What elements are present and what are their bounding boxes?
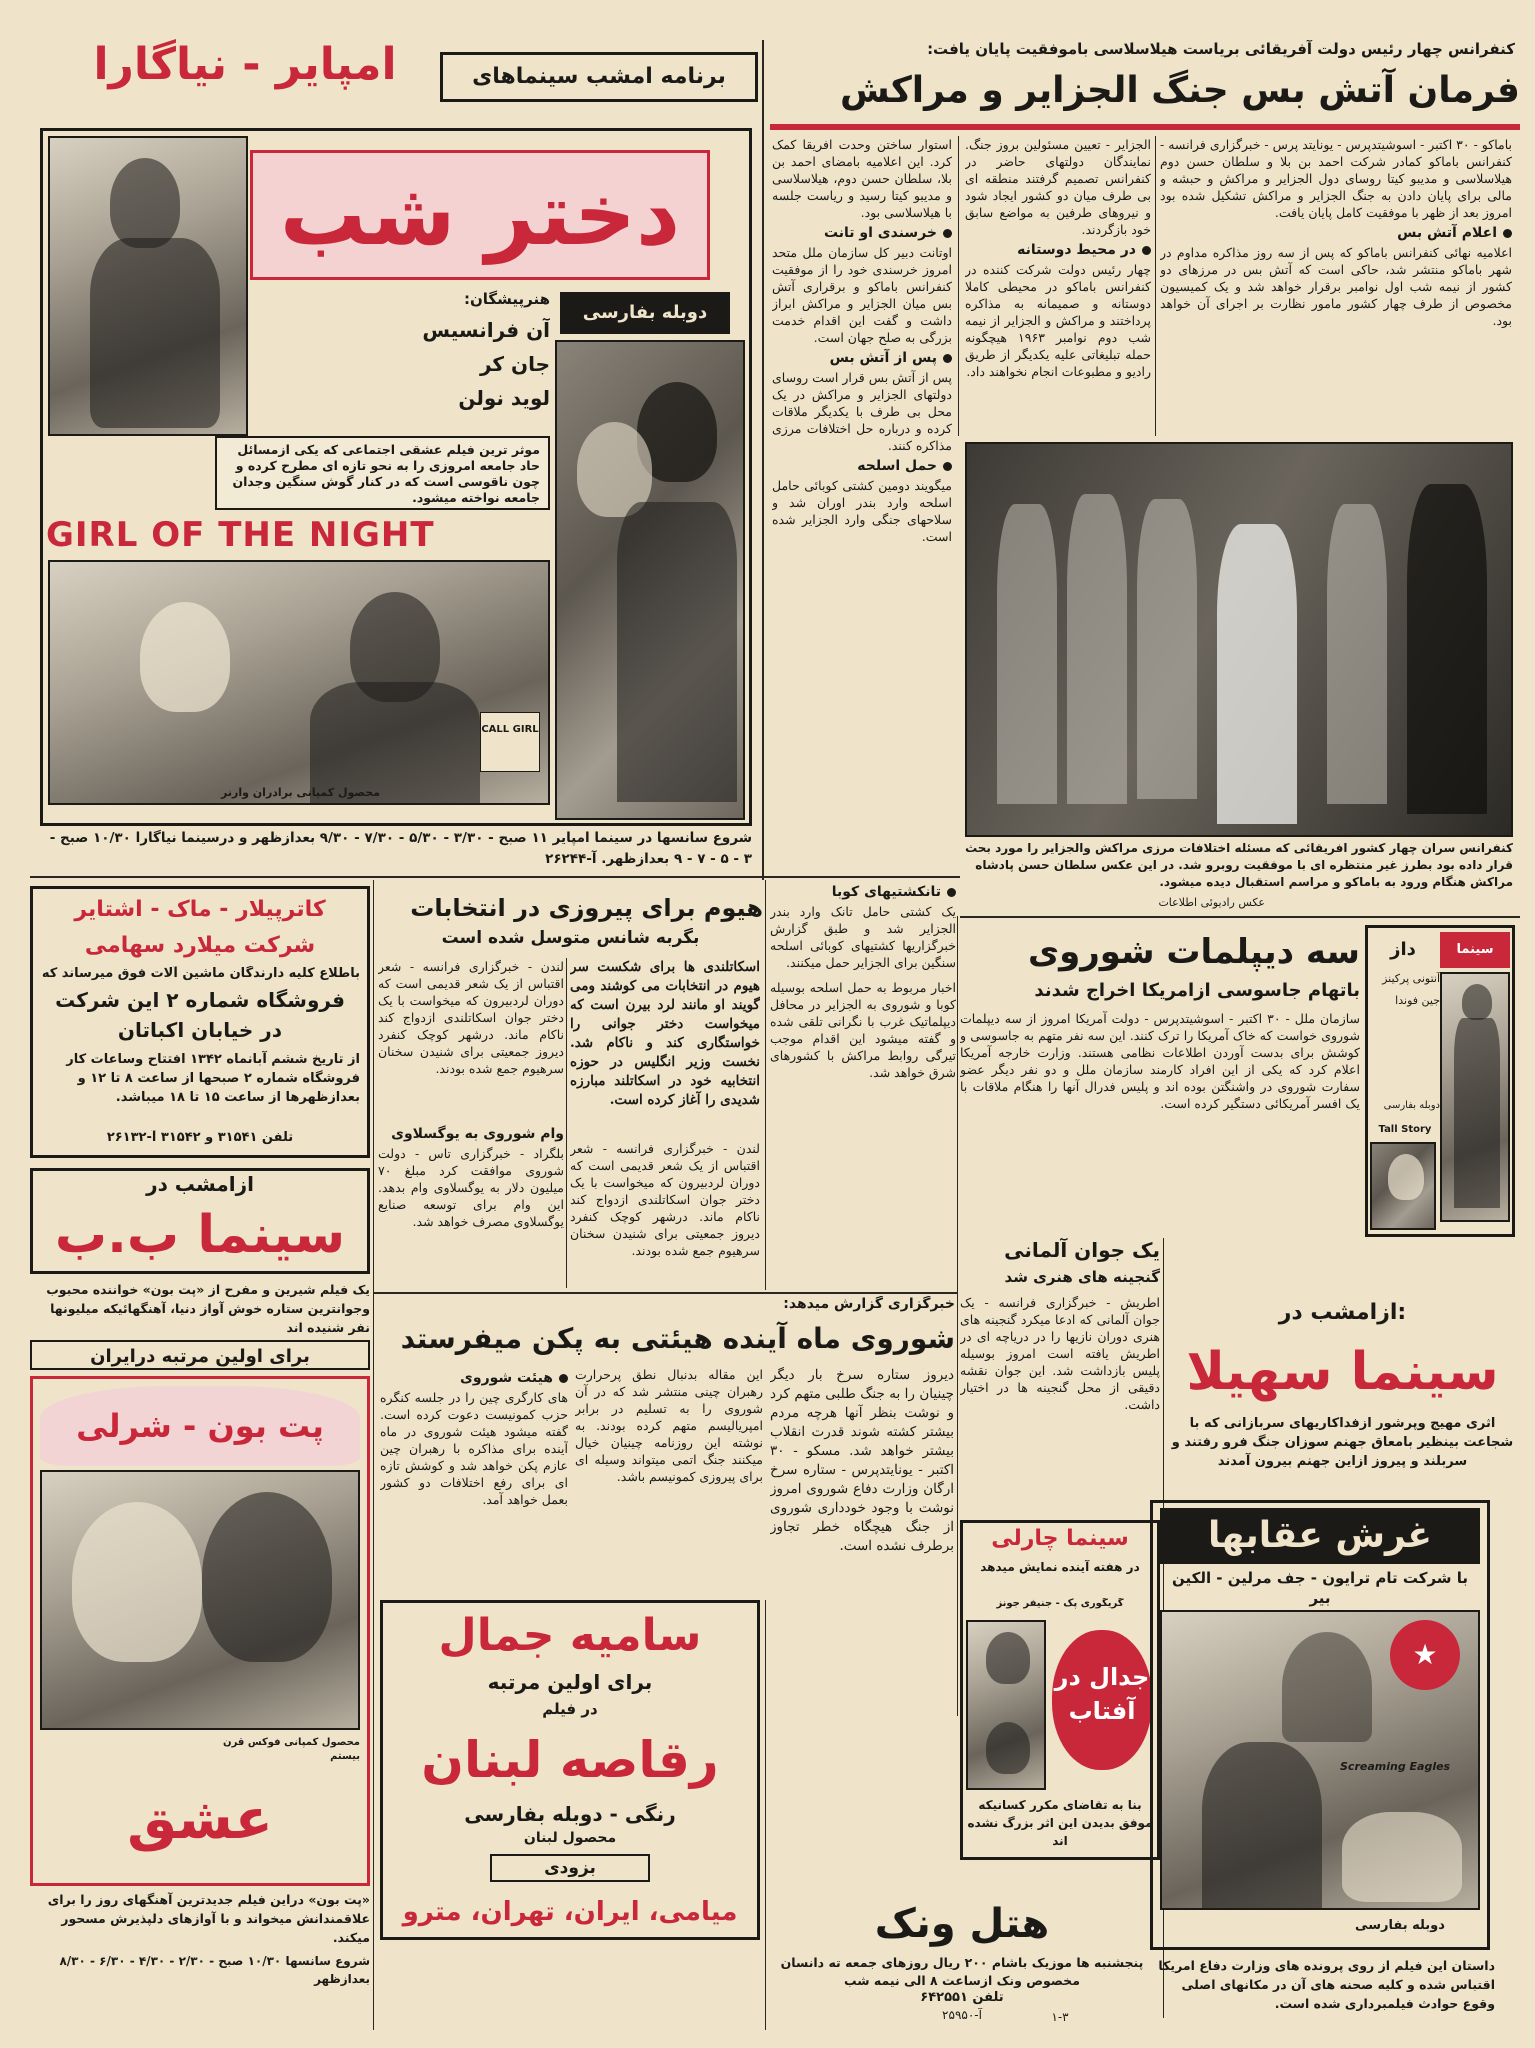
dubbed-label: دوبله بفارسی xyxy=(560,292,730,334)
charlie-film-title: جدال در آفتاب xyxy=(1054,1663,1150,1725)
col3-sub3-text: میگویند دومین کشتی کوبائی حامل اسلحه وارد بندر اوران شد و سلاحهای جنگی وارد الجزایر شده است. xyxy=(772,478,952,544)
cast-1: آن فرانسیس xyxy=(422,318,550,342)
col-rule-hotel xyxy=(765,1600,766,2030)
eagles-title-en: Screaming Eagles xyxy=(1340,1760,1451,1773)
subhead-ceasefire-text: اعلامیه نهائی کنفرانس باماکو که پس از سه روز مذاکره مداوم در شهر باماکو منتشر شد، حاکی است که آتش بس در مرزهای دو کشور از نیمه شب اول نوامبر برقرار خواهد شد و یک کمیسیون مخصوص از طرف چهار کشور مامور نظارت بر اجرای آن خواهد بود. xyxy=(1160,245,1512,328)
home-election-col1: اسکاتلندی ها برای شکست سر هیوم در انتخابات می کوشند ومی گویند او مانند لرد بیرن است که میخواست دختر جوانی را خواستگاری کند و ناکام شد. نخست وزیر انگلیس در حوزه انتخابیه خود در اسکاتلند مبارزه شدیدی را آغاز کرده است. xyxy=(570,959,760,1108)
cinema-bb-tonight: ازامشب در xyxy=(146,1172,254,1196)
main-article-col1 xyxy=(1160,136,1512,436)
subhead-arms: حمل اسلحه xyxy=(772,458,952,475)
yugoslav-title: وام شوروی به یوگسلاوی xyxy=(391,1126,564,1142)
cuba-text1: یک کشتی حامل تانک وارد بندر الجزایر شد و طبق گزارش خبرگزاریها کشتیهای کوبائی اسلحه سنگین برای الجزایر حمل میکنند. xyxy=(770,904,956,970)
spring-love-film: عشق xyxy=(127,1787,273,1852)
cinema-tehran-dubbed: دوبله بفارسی xyxy=(1383,1100,1440,1111)
samia-gamal-cinemas: میامی، ایران، تهران، مترو xyxy=(402,1897,738,1927)
samia-gamal-film: رقاصه لبنان xyxy=(421,1731,719,1789)
main-kicker: کنفرانس چهار رئیس دولت آفریقائی بریاست هیلاسلاسی باموفقیت پایان یافت: xyxy=(927,40,1515,58)
spring-love-producer: محصول کمپانی فوکس قرن بیستم xyxy=(223,1737,360,1762)
charlie-cinema-name: سینما چارلی xyxy=(991,1526,1129,1551)
duel-in-sun-badge xyxy=(1052,1630,1152,1770)
call-girl-poster: CALL GIRL xyxy=(480,712,540,772)
cinema-bb-name: سینما ب.ب xyxy=(54,1205,346,1265)
column-rule-article-2 xyxy=(1155,136,1156,436)
eagles-dubbed: دوبله بفارسی xyxy=(1355,1918,1445,1933)
top-section-rule xyxy=(30,876,960,878)
right-section-rule xyxy=(960,916,1520,918)
movie-title-fa: دختر شب xyxy=(250,150,710,280)
subhead-soviet-delegation: هیئت شوروی xyxy=(380,1370,568,1387)
program-title-box: برنامه امشب سینماهای xyxy=(440,52,758,102)
diplomats-subtitle: باتهام جاسوسی ازامریکا اخراج شدند xyxy=(1034,980,1360,1001)
cinema-tehran-title-en: Tall Story xyxy=(1378,1124,1432,1135)
headline-underline xyxy=(770,124,1520,130)
producer-credit: محصول کمپانی برادران وارنر xyxy=(221,786,380,799)
main-article-col2 xyxy=(965,136,1151,436)
hotel-vanak-phone: تلفن ۶۴۲۵۵۱ xyxy=(920,1990,1004,2005)
eagles-footer: داستان این فیلم از روی پرونده های وزارت دفاع امریکا اقتباس شده و کلیه صحنه های آن در مکانهای اصلی وقوع حوادث فیلمبرداری شده است. xyxy=(1158,1958,1495,2011)
yugoslav-text: بلگراد - خبرگزاری تاس - دولت شوروی موافقت کرد مبلغ ۷۰ میلیون دلار به یوگسلاوی وام بدهد. این وام برای توسعه صنایع یوگسلاوی مصرف خواهد شد. xyxy=(378,1146,564,1229)
col-rule-mid xyxy=(765,880,766,1290)
samia-gamal-producer: محصول لبنان xyxy=(523,1830,617,1846)
soviet-peking-kicker: خبرگزاری گزارش میدهد: xyxy=(783,1296,955,1312)
subhead-ceasefire: اعلام آتش بس xyxy=(1160,225,1512,242)
soviet-delegation-text: های کارگری چین را در جلسه کنگره حزب کمونیست دعوت کرده است. گفته میشود هیئت شوروی در ماه آینده برای مذاکره با رهبران چین عازم پکن خواهد شد و کوشش تازه ای برای رفع اختلافات دو کشور بعمل خواهد آمد. xyxy=(380,1390,568,1507)
cinema-bb-text: یک فیلم شیرین و مفرح از «پت بون» خواننده محبوب وجوانترین ستاره خوش آواز دنیا، آهنگهائیکه میلیونها نفر شنیده اند xyxy=(46,1282,370,1335)
samia-gamal-first-time: برای اولین مرتبه xyxy=(487,1670,653,1694)
cinema-names-header: امپایر - نیاگارا xyxy=(93,39,397,90)
caterpillar-store: فروشگاه شماره ۲ این شرکت xyxy=(55,988,345,1012)
yugoslav-article xyxy=(378,1122,564,1292)
eagles-roar-title: غرش عقابها xyxy=(1160,1508,1480,1564)
main-article-lead: باماکو - ۳۰ اکتبر - اسوشیتدپرس - یونایتد پرس - خبرگزاری فرانسه - کنفرانس باماکو کمادر شرکت احمد بن بلا و سلطان حسن دوم هیلاسلاسی و مدیبو کیتا روسای دول الجزایر و مراکش و حبشه و مالی برای پایان دادن به جنگ الجزایر و مراکش تشکیل شده بود امروز بعد از ظهر با موفقیت کامل پایان یافت. xyxy=(1160,137,1512,220)
spring-love-stars: پت بون - شرلی xyxy=(40,1386,360,1466)
cinema-tehran-name: سینما xyxy=(1440,932,1510,968)
cinema-tehran-cast-2: جین فوندا xyxy=(1395,994,1440,1007)
dramatic-scene-photo xyxy=(48,560,550,805)
caterpillar-phone: تلفن ۳۱۵۴۱ و ۳۱۵۴۲ آ-۲۶۱۳۲ xyxy=(106,1130,294,1145)
column-rule-article xyxy=(958,136,959,436)
eagle-emblem-icon: ★ xyxy=(1390,1620,1460,1690)
diplomats-text: سازمان ملل - ۳۰ اکتبر - اسوشیتدپرس - دولت آمریکا امروز از سه دیپلمات شوروی خواست که خاک آمریکا را ترک کنند. این سه نفر متهم به جاسوسی و کوشش برای بدست آوردن اطلاعات نظامی هستند. وزارت خارجه آمریکا اعلام کرد که یکی از این افراد کارمند سازمان ملل و دو نفر دیگر عضو سفارت شوروی در واشنگتن بوده اند و پلیس فدرال آنها را هنگام ملاقات با یک افسر آمریکائی دستگیر کرده است. xyxy=(960,1011,1360,1111)
samia-gamal-soon: بزودی xyxy=(490,1854,650,1882)
main-article-col3 xyxy=(772,136,952,874)
home-election-col2: لندن - خبرگزاری فرانسه - شعر اقتباس از یک شعر قدیمی است که دوران لردبیرون که میخواست با یک دختر جوان اسکاتلندی ازدواج کند ناکام ماند. درشهر کوچک کنفرد دیروز جمعیتی برای شنیدن سخنان سرهیوم جمع شده بودند. xyxy=(378,959,564,1076)
soheila-text: اثری مهیج وپرشور ازفداکاریهای سربازانی که با شجاعت بینظیر بامعاق جهنم سوزان جنگ فرو رفتند و سربلند و پیروز ازاین جهنم بیرون آمدند xyxy=(1171,1416,1514,1469)
col3-sub1-text: اوتانت دبیر کل سازمان ملل متحد امروز خرسندی خود را از موفقیت کنفرانس باماکو و برقراری آتش بس میان الجزایر و مراکش ابراز داشت و گفت این اقدام خدمت بزرگی به صلح جهان است. xyxy=(772,245,952,345)
subhead-u-thant: خرسندی او تانت xyxy=(772,225,952,242)
subhead-after-ceasefire: پس از آتش بس xyxy=(772,350,952,367)
bamako-conference-photo xyxy=(965,442,1513,837)
diplomats-title: سه دیپلمات شوروی xyxy=(1027,932,1360,972)
col3-sub2-text: پس از آتش بس قرار است روسای دولتهای الجزایر و مراکش در یک محل بی طرف با یکدیگر ملاقات کرده و درباره حل اختلافات مرزی مذاکره کنند. xyxy=(772,370,952,453)
election-col3: لندن - خبرگزاری فرانسه - شعر اقتباس از یک شعر قدیمی است که دوران لردبیرون که میخواست با یک دختر جوان اسکاتلندی ازدواج کند ناکام ماند. درشهر کوچک کنفرد دیروز جمعیتی برای شنیدن سخنان سرهیوم جمع شده بودند. xyxy=(570,1141,760,1258)
soheila-cinema: سینما سهیلا xyxy=(1186,1342,1499,1402)
charlie-cinema-cast: گریگوری پک - جنیفر جونز xyxy=(996,1598,1124,1609)
spring-love-showtimes: شروع سانسها ۱۰/۳۰ صبح - ۲/۳۰ - ۴/۳۰ - ۶/۳۰ - ۸/۳۰ بعدازظهر xyxy=(59,1954,370,1986)
german-youth-text: اطریش - خبرگزاری فرانسه - یک جوان آلمانی که ادعا میکرد گنجینه های هنری دوران نازیها را در دریاچه ای در اطریش یافته است امروز بوسیله پلیس بازداشت شد. این جوان نقشه دقیقی از محل گنجینه ها در اختیار داشت. xyxy=(960,1295,1160,1412)
cinema-tehran-film: داز xyxy=(1390,939,1416,960)
couple-closeup-photo xyxy=(555,340,745,820)
col2-text: الجزایر - تعیین مسئولین بروز جنگ. نمایندگان دولتهای حاضر در کنفرانس تصمیم گرفتند منطقه ای بی طرف میان دو کشور ایجاد شود و نیروهای طرفین به مواضع سابق خود بازگردند. xyxy=(965,137,1151,237)
home-election-title: هیوم برای پیروزی در انتخابات xyxy=(410,894,763,922)
movie-showtimes: شروع سانسها در سینما امپایر ۱۱ صبح - ۳/۳۰ - ۵/۳۰ - ۷/۳۰ - ۹/۳۰ بعدازظهر و درسینما نیاگارا ۱۰/۳۰ صبح - ۳ - ۵ - ۷ - ۹ بعدازظهر. آ-۲۶۲۴۴ xyxy=(49,830,752,867)
movie-title-en: GIRL OF THE NIGHT xyxy=(46,515,435,555)
col-rule-mid-2 xyxy=(957,916,958,1716)
home-election-subtitle: بگربه شانس متوسل شده است xyxy=(441,928,700,948)
german-youth-subtitle: گنجینه های هنری شد xyxy=(1004,1268,1160,1286)
charlie-portraits-photo xyxy=(966,1620,1046,1790)
charlie-cinema-footer: بنا به تقاضای مکرر کسانیکه موفق بدیدن این اثر بزرگ نشده اند xyxy=(967,1798,1153,1848)
caterpillar-text2: از تاریخ ششم آبانماه ۱۳۴۲ افتتاح وساعات کار فروشگاه شماره ۲ صبحها از ساعت ۸ تا ۱۲ و بعدازظهرها از ساعت ۱۵ تا ۱۸ میباشد. xyxy=(66,1052,360,1105)
cast-label: هنرپیشگان: xyxy=(463,290,550,308)
movie-description: موثر ترین فیلم عشقی اجتماعی که یکی ازمسائل حاد جامعه امروزی را به نحو تازه ای مطرح کرده و چون ناقوسی است که در کنار گوش سنگین وجدان جامعه نواخته میشود. xyxy=(215,436,550,510)
photo-credit: عکس رادیوئی اطلاعات xyxy=(1158,896,1265,909)
cast-2: جان کر xyxy=(479,352,550,376)
samia-gamal-in-film: در فیلم xyxy=(542,1700,598,1718)
caterpillar-company: شرکت میلارد سهامی xyxy=(84,933,316,958)
actress-portrait-photo xyxy=(1370,1142,1436,1230)
caterpillar-text1: باطلاع کلیه دارندگان ماشین آلات فوق میرساند که xyxy=(41,966,360,981)
col3-text: استوار ساختن وحدت افریقا کمک کرد. این اعلامیه بامضای احمد بن بلا، سلطان حسن دوم، هیلاسلاسی و مدیبو کیتا رسید و ریاست جلسه با هیلاسلاسی بود. xyxy=(772,137,952,220)
soviet-peking-col3 xyxy=(380,1366,568,1596)
eagles-code: ۱-۳ xyxy=(1051,2010,1069,2024)
col-rule-left-mid xyxy=(373,880,374,2030)
hotel-vanak-code: آ-۲۵۹۵۰ xyxy=(942,2008,982,2022)
subhead-friendly: در محیط دوستانه xyxy=(965,242,1151,259)
spring-love-note: «پت بون» دراین فیلم جدیدترین آهنگهای روز را برای علاقمندانش میخواند و با آوازهای دلپذیرش مسحور میکند. xyxy=(47,1892,370,1945)
caterpillar-brand: کاترپیلار - ماک - اشتایر xyxy=(74,897,326,922)
col-rule-election xyxy=(566,958,567,1288)
hotel-vanak-text: پنجشنبه ها موزیک باشام ۲۰۰ ریال روزهای جمعه ته دانسان مخصوص ونک ازساعت ۸ الی نیمه شب xyxy=(780,1955,1144,1988)
soviet-peking-col1: دیروز ستاره سرخ بار دیگر چینیان را به جنگ طلبی متهم کرد و نوشت بنظر آنها هرچه مردم بیشتر کشته شوند قدرت انقلاب بیشتر خواهد شد. مسکو - ۳۰ اکتبر - یونایتدپرس - ستاره سرخ ارگان وزارت دفاع شوروی امروز نوشت با وجود خودداری شوروی از جنگ هیچگاه خطر تجاوز برطرف نشده است. xyxy=(770,1367,954,1554)
cuba-text2: اخبار مربوط به حمل اسلحه بوسیله کوبا و شوروی به الجزایر در محافل دیپلماتیک غرب با نگرانی تلقی شده و گفته میشود این اقدام موجب تیرگی روابط مراکش با کشورهای شرق خواهد شد. xyxy=(770,980,956,1080)
caterpillar-street: در خیابان اکباتان xyxy=(117,1018,283,1042)
samia-gamal-star: سامیه جمال xyxy=(438,1610,702,1661)
cast-3: لوید نولن xyxy=(458,386,550,410)
col2-sub-text: چهار رئیس دولت شرکت کننده در کنفرانس باماکو در محیطی کاملا دوستانه و صمیمانه به مذاکره پرداختند و مراکش و الجزایر از نیمه شب دوم نوامبر ۱۹۶۳ هیچگونه حمله تبلیغاتی علیه یکدیگر از طریق رادیو و مطبوعات انجام نخواهند داد. xyxy=(965,262,1151,379)
subhead-cuba-tankers: تانکشتیهای کوبا xyxy=(770,884,956,901)
soviet-peking-col2: این مقاله بدنبال نطق پرحرارت رهبران چینی منتشر شد که در آن شوروی را به تسلیم در برابر امپریالیسم متهم کرده بودند. به نوشته این روزنامه چینیان خیال میکنند جنگ اتمی میتواند وسیله ای برای پیروزی کمونیسم باشد. xyxy=(575,1367,763,1484)
cinema-bb-first-time: برای اولین مرتبه درایران xyxy=(30,1340,370,1370)
soviet-peking-rule xyxy=(374,1292,957,1294)
cinema-tehran-cast-1: آنتونی پرکینز xyxy=(1382,972,1440,985)
samia-gamal-color-dub: رنگی - دوبله بفارسی xyxy=(464,1802,676,1826)
charlie-cinema-note: در هفته آینده نمایش میدهد xyxy=(980,1560,1140,1574)
column-rule-left xyxy=(762,40,764,880)
kissing-couple-photo xyxy=(48,136,248,436)
photo-caption: کنفرانس سران چهار کشور افریقائی که مسئله اختلافات مرزی مراکش والجزایر را مورد بحث قرار داده بود بطرز غیر منتظره ای با موفقیت روبرو شد. در این عکس سلطان حسن پادشاه مراکش هنگام ورود به باماکو و مراسم استقبال دیده میشود. xyxy=(965,841,1513,889)
cuba-article xyxy=(770,880,956,1290)
soviet-peking-title: شوروی ماه آینده هیئتی به پکن میفرستد xyxy=(400,1322,955,1355)
hotel-vanak-name: هتل ونک xyxy=(874,1901,1050,1947)
couple-portrait-photo xyxy=(40,1470,360,1730)
eagles-roar-cast: با شرکت تام ترایون - جف مرلین - الکین بیر xyxy=(1171,1569,1469,1607)
main-headline: فرمان آتش بس جنگ الجزایر و مراکش xyxy=(839,70,1520,111)
soheila-tonight: ازامشب در: xyxy=(1278,1300,1407,1325)
basketball-player-photo xyxy=(1440,972,1510,1222)
german-youth-title: یک جوان آلمانی xyxy=(1004,1238,1160,1262)
